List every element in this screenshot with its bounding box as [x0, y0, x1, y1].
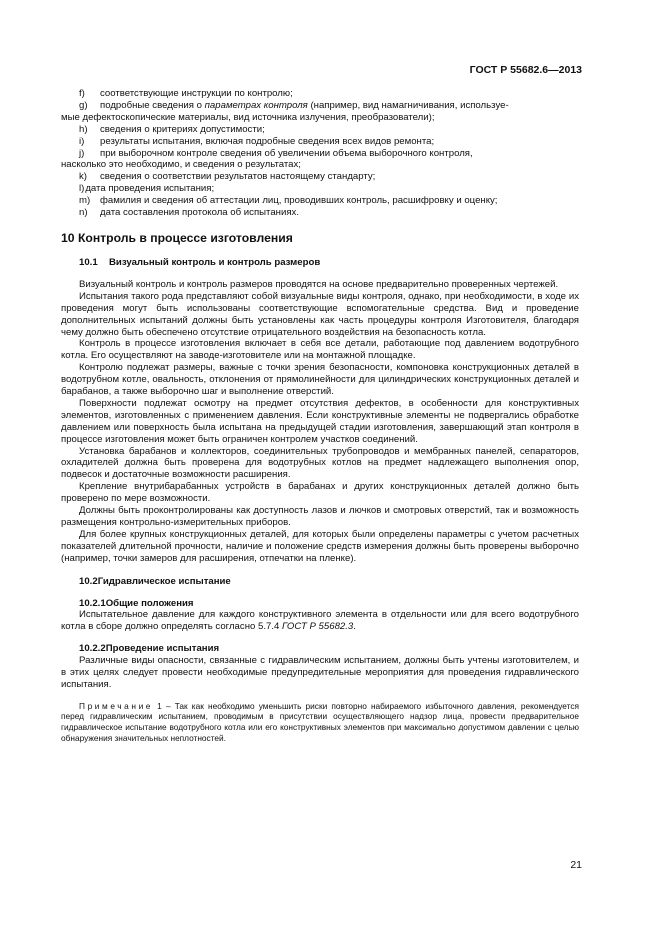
paragraph: Контролю подлежат размеры, важные с точки зрения безопасности, компоновка конструкционных деталей в водотрубном котле, овальность, отклонения от прямолинейности для цилиндрических конструкционных деталей и барабанов, а также выборочно шаг и выполнение отверстий. [61, 362, 579, 398]
section-10-heading: 10 Контроль в процессе изготовления [61, 230, 293, 245]
section-title: Визуальный контроль и контроль размеров [109, 256, 321, 268]
note [61, 701, 579, 743]
list-item-text: (например, вид намагничивания, используе- [307, 99, 509, 111]
list-item-i [61, 136, 579, 148]
list-marker: g) [79, 99, 88, 111]
list-item-f [61, 88, 579, 100]
list-marker: n) [79, 207, 88, 219]
paragraph: Установка барабанов и коллекторов, соединительных трубопроводов и мембранных панелей, сепараторов, охладителей должна быть проверена для водотрубных котлов на предмет надлежащего выполнения опор, подвесок и достаточные возможности расширения. [61, 445, 579, 481]
list-item-continuation: насколько это необходимо, и сведения о результатах; [61, 159, 301, 171]
section-10-1-heading [61, 257, 579, 269]
list-item-text: подробные сведения о [100, 99, 205, 111]
paragraph: Для более крупных конструкционных деталей, для которых были определены параметры с учетом расчетных показателей длительной прочности, наличие и положение средств измерения должны быть проверены выборочно (например, точки замеров для расширения, отпечатки на пленке). [61, 528, 579, 564]
paragraph: Испытания такого рода представляют собой визуальные виды контроля, однако, при необходимости, в ходе их проведения могут быть использованы соответствующие вспомогательные средства. Вид и проведение дополнительных испытаний должны быть установлены как часть процедуры контроля Изготовителя, благодаря чему должно быть обеспечено отсутствие отрицательного воздействия на безопасность котла. [61, 290, 579, 338]
section-number: 10.2.1 [79, 597, 106, 609]
list-marker: i) [79, 135, 85, 147]
list-marker: j) [79, 147, 85, 159]
paragraph: Контроль в процессе изготовления включает в себя все детали, работающие под давлением водотрубного котла. Его осуществляют на заводе-изготовителе или на монтажной площадке. [61, 338, 579, 362]
list-marker: m) [79, 195, 91, 207]
list-item-m [61, 195, 579, 207]
section-number: 10.2.2 [79, 643, 106, 655]
section-number: 10.1 [79, 256, 98, 268]
section-10-2-1-heading [61, 598, 579, 610]
paragraph-text: Испытательное давление для каждого конструктивного элемента в отдельности или для всего водотрубного котла в сборе должно определять согласно 5.7.4 [61, 609, 579, 633]
list-item-text: дата проведения испытания; [85, 183, 215, 195]
list-item-j [61, 148, 579, 172]
list-item-continuation: мые дефектоскопические материалы, вид источника излучения, преобразователи); [61, 111, 435, 123]
paragraph: Различные виды опасности, связанные с гидравлическим испытанием, должны быть учтены изготовителем, и в этих целях следует провести необходимые предупредительные мероприятия для проведения гидравлического испытания. [61, 655, 579, 690]
page-number: 21 [570, 859, 582, 871]
list-item-text: дата составления протокола об испытаниях. [100, 207, 299, 219]
list-marker: h) [79, 123, 88, 135]
note-text: 1 – Так как необходимо уменьшить риски повторно набираемого избыточного давления, рекомендуется перед гидравлическим испытанием, проводимым в присутствии осуществляющего надзор лица, провести предварительное гидравлическое испытание водотрубного котла или его конструктивных элементов при максимально допустимом давлении с целью обнаружения значительных неплотностей. [61, 700, 579, 743]
list-item-g [61, 100, 579, 124]
list-item-emphasis: параметрах контроля [204, 99, 308, 111]
list-item-text: при выборочном контроле сведения об увеличении объема выборочного контроля, [100, 147, 473, 159]
list-item-text: фамилия и сведения об аттестации лиц, проводивших контроль, расшифровку и оценку; [100, 195, 498, 207]
list-item-l [61, 183, 579, 195]
document-id-header: ГОСТ Р 55682.6—2013 [469, 64, 582, 76]
list-item-text: сведения о критериях допустимости; [100, 123, 265, 135]
paragraph-text: . [353, 621, 356, 633]
standard-reference: ГОСТ Р 55682.3 [282, 621, 354, 633]
list-item-n [61, 207, 579, 219]
section-number: 10.2 [79, 575, 98, 587]
list-item-text: результаты испытания, включая подробные сведения всех видов ремонта; [100, 135, 435, 147]
paragraph: Визуальный контроль и контроль размеров проводятся на основе предварительно проверенных чертежей. [79, 278, 559, 290]
note-label: Примечание [79, 700, 154, 711]
section-title: Проведение испытания [105, 643, 220, 655]
section-title: Гидравлическое испытание [97, 575, 231, 587]
list-item-text: соответствующие инструкции по контролю; [100, 88, 293, 99]
list-item-h [61, 124, 579, 136]
paragraph: Крепление внутрибарабанных устройств в барабанах и других конструкционных деталей должно быть проверено по мере возможности. [61, 481, 579, 505]
section-10-2-2-heading [61, 643, 579, 655]
list-marker: l) [79, 183, 85, 195]
paragraph [61, 609, 579, 633]
section-10-2-heading [61, 576, 579, 588]
paragraph: Поверхности подлежат осмотру на предмет отсутствия дефектов, в особенности для конструктивных элементов, изготовленных с применением давления. Если конструктивные элементы не подвергались обработке давлением или поверхность была испытана на предыдущей стадии изготовления, завершающий этап контроля в процессе изготовления может быть ограничен контролем участков соединений. [61, 397, 579, 445]
paragraph: Должны быть проконтролированы как доступность лазов и лючков и смотровых отверстий, так и возможность размещения контрольно-измерительных приборов. [61, 505, 579, 528]
list-item-text: сведения о соответствии результатов настоящему стандарту; [100, 171, 376, 183]
section-title: Общие положения [105, 597, 194, 609]
list-marker: k) [79, 171, 87, 183]
list-item-k [61, 171, 579, 183]
list-marker: f) [79, 88, 85, 99]
page-content [61, 88, 579, 743]
